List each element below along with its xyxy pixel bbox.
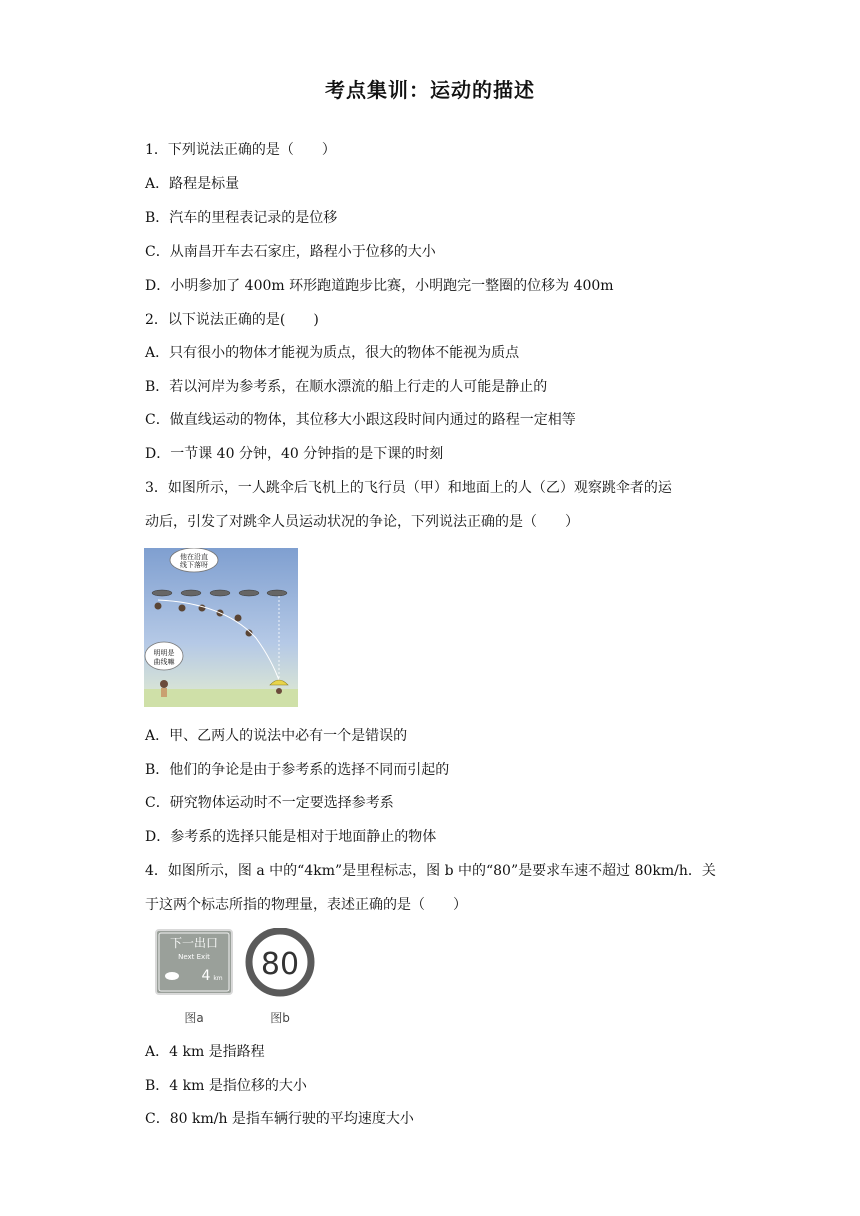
- question-2-stem: 2．以下说法正确的是( ): [145, 312, 319, 328]
- question-1-stem: 1．下列说法正确的是（ ）: [145, 142, 336, 158]
- question-1-option-a: A．路程是标量: [145, 176, 240, 192]
- bubble-left-line-1: 明明是: [153, 649, 175, 657]
- question-3-option-c: C．研究物体运动时不一定要选择参考系: [145, 795, 394, 811]
- road-signs-figure: [152, 928, 322, 1028]
- question-2-option-b: B．若以河岸为参考系，在顺水漂流的船上行走的人可能是静止的: [145, 379, 548, 395]
- exit-sign-distance: 4: [201, 968, 211, 984]
- question-3-stem-line-1: 3．如图所示，一人跳伞后飞机上的飞行员（甲）和地面上的人（乙）观察跳伞者的运: [145, 480, 672, 496]
- bubble-top-line-1: 他在沿直: [180, 553, 208, 561]
- exit-number-icon: [165, 972, 179, 980]
- question-4-option-b: B．4 km 是指位移的大小: [145, 1078, 307, 1094]
- parachute-figure: [144, 548, 298, 707]
- question-4-stem-line-1: 4．如图所示，图 a 中的“4km”是里程标志，图 b 中的“80”是要求车速不超过 80km/h．关: [145, 863, 716, 879]
- question-3-option-a: A．甲、乙两人的说法中必有一个是错误的: [145, 728, 408, 744]
- question-1-option-b: B．汽车的里程表记录的是位移: [145, 210, 338, 226]
- figure-b-caption: 图b: [270, 1011, 290, 1025]
- figure-a-caption: 图a: [184, 1011, 204, 1025]
- bubble-left-line-2: 曲线嘛: [153, 658, 175, 666]
- question-3-stem-line-2: 动后，引发了对跳伞人员运动状况的争论，下列说法正确的是（ ）: [145, 514, 579, 530]
- question-3-option-d: D．参考系的选择只能是相对于地面静止的物体: [145, 829, 437, 845]
- exit-sign-unit: km: [213, 975, 223, 982]
- question-4-option-c: C．80 km/h 是指车辆行驶的平均速度大小: [145, 1111, 414, 1127]
- exit-sign-en: Next Exit: [178, 953, 210, 961]
- question-4-option-a: A．4 km 是指路程: [145, 1044, 265, 1060]
- bubble-top-line-2: 线下落呀: [180, 561, 208, 569]
- question-2-option-c: C．做直线运动的物体，其位移大小跟这段时间内通过的路程一定相等: [145, 412, 576, 428]
- question-3-option-b: B．他们的争论是由于参考系的选择不同而引起的: [145, 762, 450, 778]
- question-4-stem-line-2: 于这两个标志所指的物理量，表述正确的是（ ）: [145, 897, 467, 913]
- exit-sign-cn: 下一出口: [169, 936, 219, 950]
- question-1-option-c: C．从南昌开车去石家庄，路程小于位移的大小: [145, 244, 436, 260]
- question-2-option-d: D．一节课 40 分钟，40 分钟指的是下课的时刻: [145, 446, 444, 462]
- speed-limit-value: 80: [260, 947, 300, 982]
- question-1-option-d: D．小明参加了 400m 环形跑道跑步比赛，小明跑完一整圈的位移为 400m: [145, 278, 614, 294]
- page-title: 考点集训：运动的描述: [325, 78, 535, 102]
- question-2-option-a: A．只有很小的物体才能视为质点，很大的物体不能视为质点: [145, 345, 520, 361]
